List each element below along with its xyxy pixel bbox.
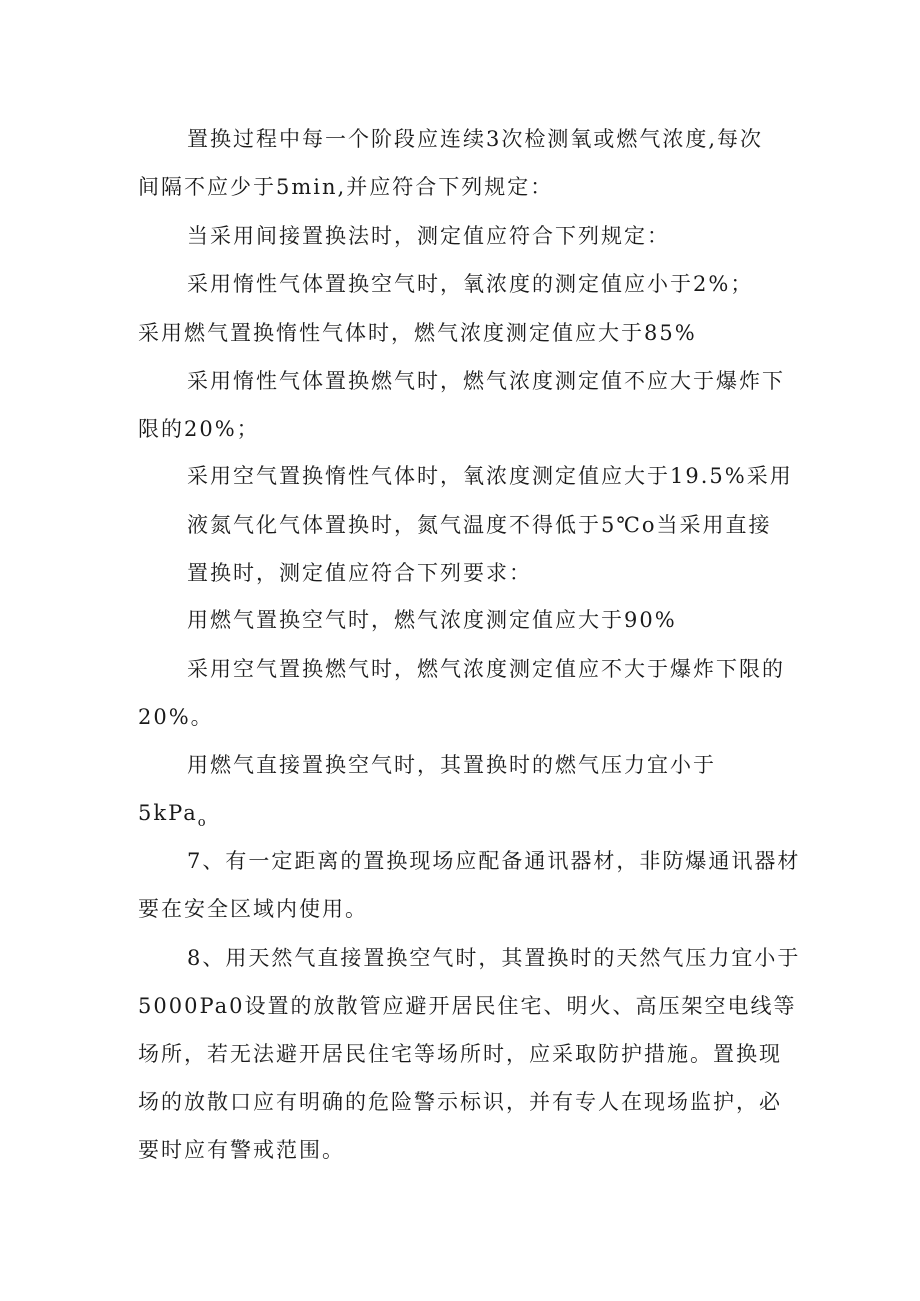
paragraph-line: 间隔不应少于5min,并应符合下列规定： <box>138 175 554 199</box>
paragraph-line: 5000Pa0设置的放散管应避开居民住宅、明火、高压架空电线等 <box>138 994 797 1018</box>
paragraph-line: 当采用间接置换法时，测定值应符合下列规定： <box>187 224 670 248</box>
paragraph-line: 要时应有警戒范围。 <box>138 1138 345 1162</box>
paragraph-line: 用燃气直接置换空气时，其置换时的燃气压力宜小于 <box>187 753 716 777</box>
paragraph-line <box>138 798 206 838</box>
paragraph-line: 采用空气置换惰性气体时，氧浓度测定值应大于19.5%采用 <box>187 464 793 488</box>
paragraph-line: 采用空气置换燃气时，燃气浓度测定值应不大于爆炸下限的 <box>187 657 785 681</box>
subscript-o: o <box>197 815 206 830</box>
paragraph-line: 20%。 <box>138 705 214 729</box>
paragraph-line: 7、有一定距离的置换现场应配备通讯器材，非防爆通讯器材 <box>187 849 801 873</box>
paragraph-line: 采用燃气置换惰性气体时，燃气浓度测定值应大于85% <box>138 321 697 345</box>
paragraph-line: 场的放散口应有明确的危险警示标识，并有专人在现场监护，必 <box>138 1090 782 1114</box>
paragraph-line: 液氮气化气体置换时，氮气温度不得低于5℃o当采用直接 <box>187 513 772 537</box>
pressure-value: 5kPa <box>138 801 198 825</box>
paragraph-line: 场所，若无法避开居民住宅等场所时，应采取防护措施。置换现 <box>138 1042 782 1066</box>
paragraph-line: 8、用天然气直接置换空气时，其置换时的天然气压力宜小于 <box>187 946 801 970</box>
paragraph-line: 限的20%； <box>138 417 260 441</box>
paragraph-line: 采用惰性气体置换空气时，氧浓度的测定值应小于2%； <box>187 272 754 296</box>
paragraph-line: 用燃气置换空气时，燃气浓度测定值应大于90% <box>187 608 677 632</box>
paragraph-line: 置换时，测定值应符合下列要求： <box>187 561 532 585</box>
paragraph-line: 采用惰性气体置换燃气时，燃气浓度测定值不应大于爆炸下 <box>187 369 785 393</box>
paragraph-line: 要在安全区域内使用。 <box>138 897 368 921</box>
paragraph-line: 置换过程中每一个阶段应连续3次检测氧或燃气浓度,每次 <box>187 127 764 151</box>
